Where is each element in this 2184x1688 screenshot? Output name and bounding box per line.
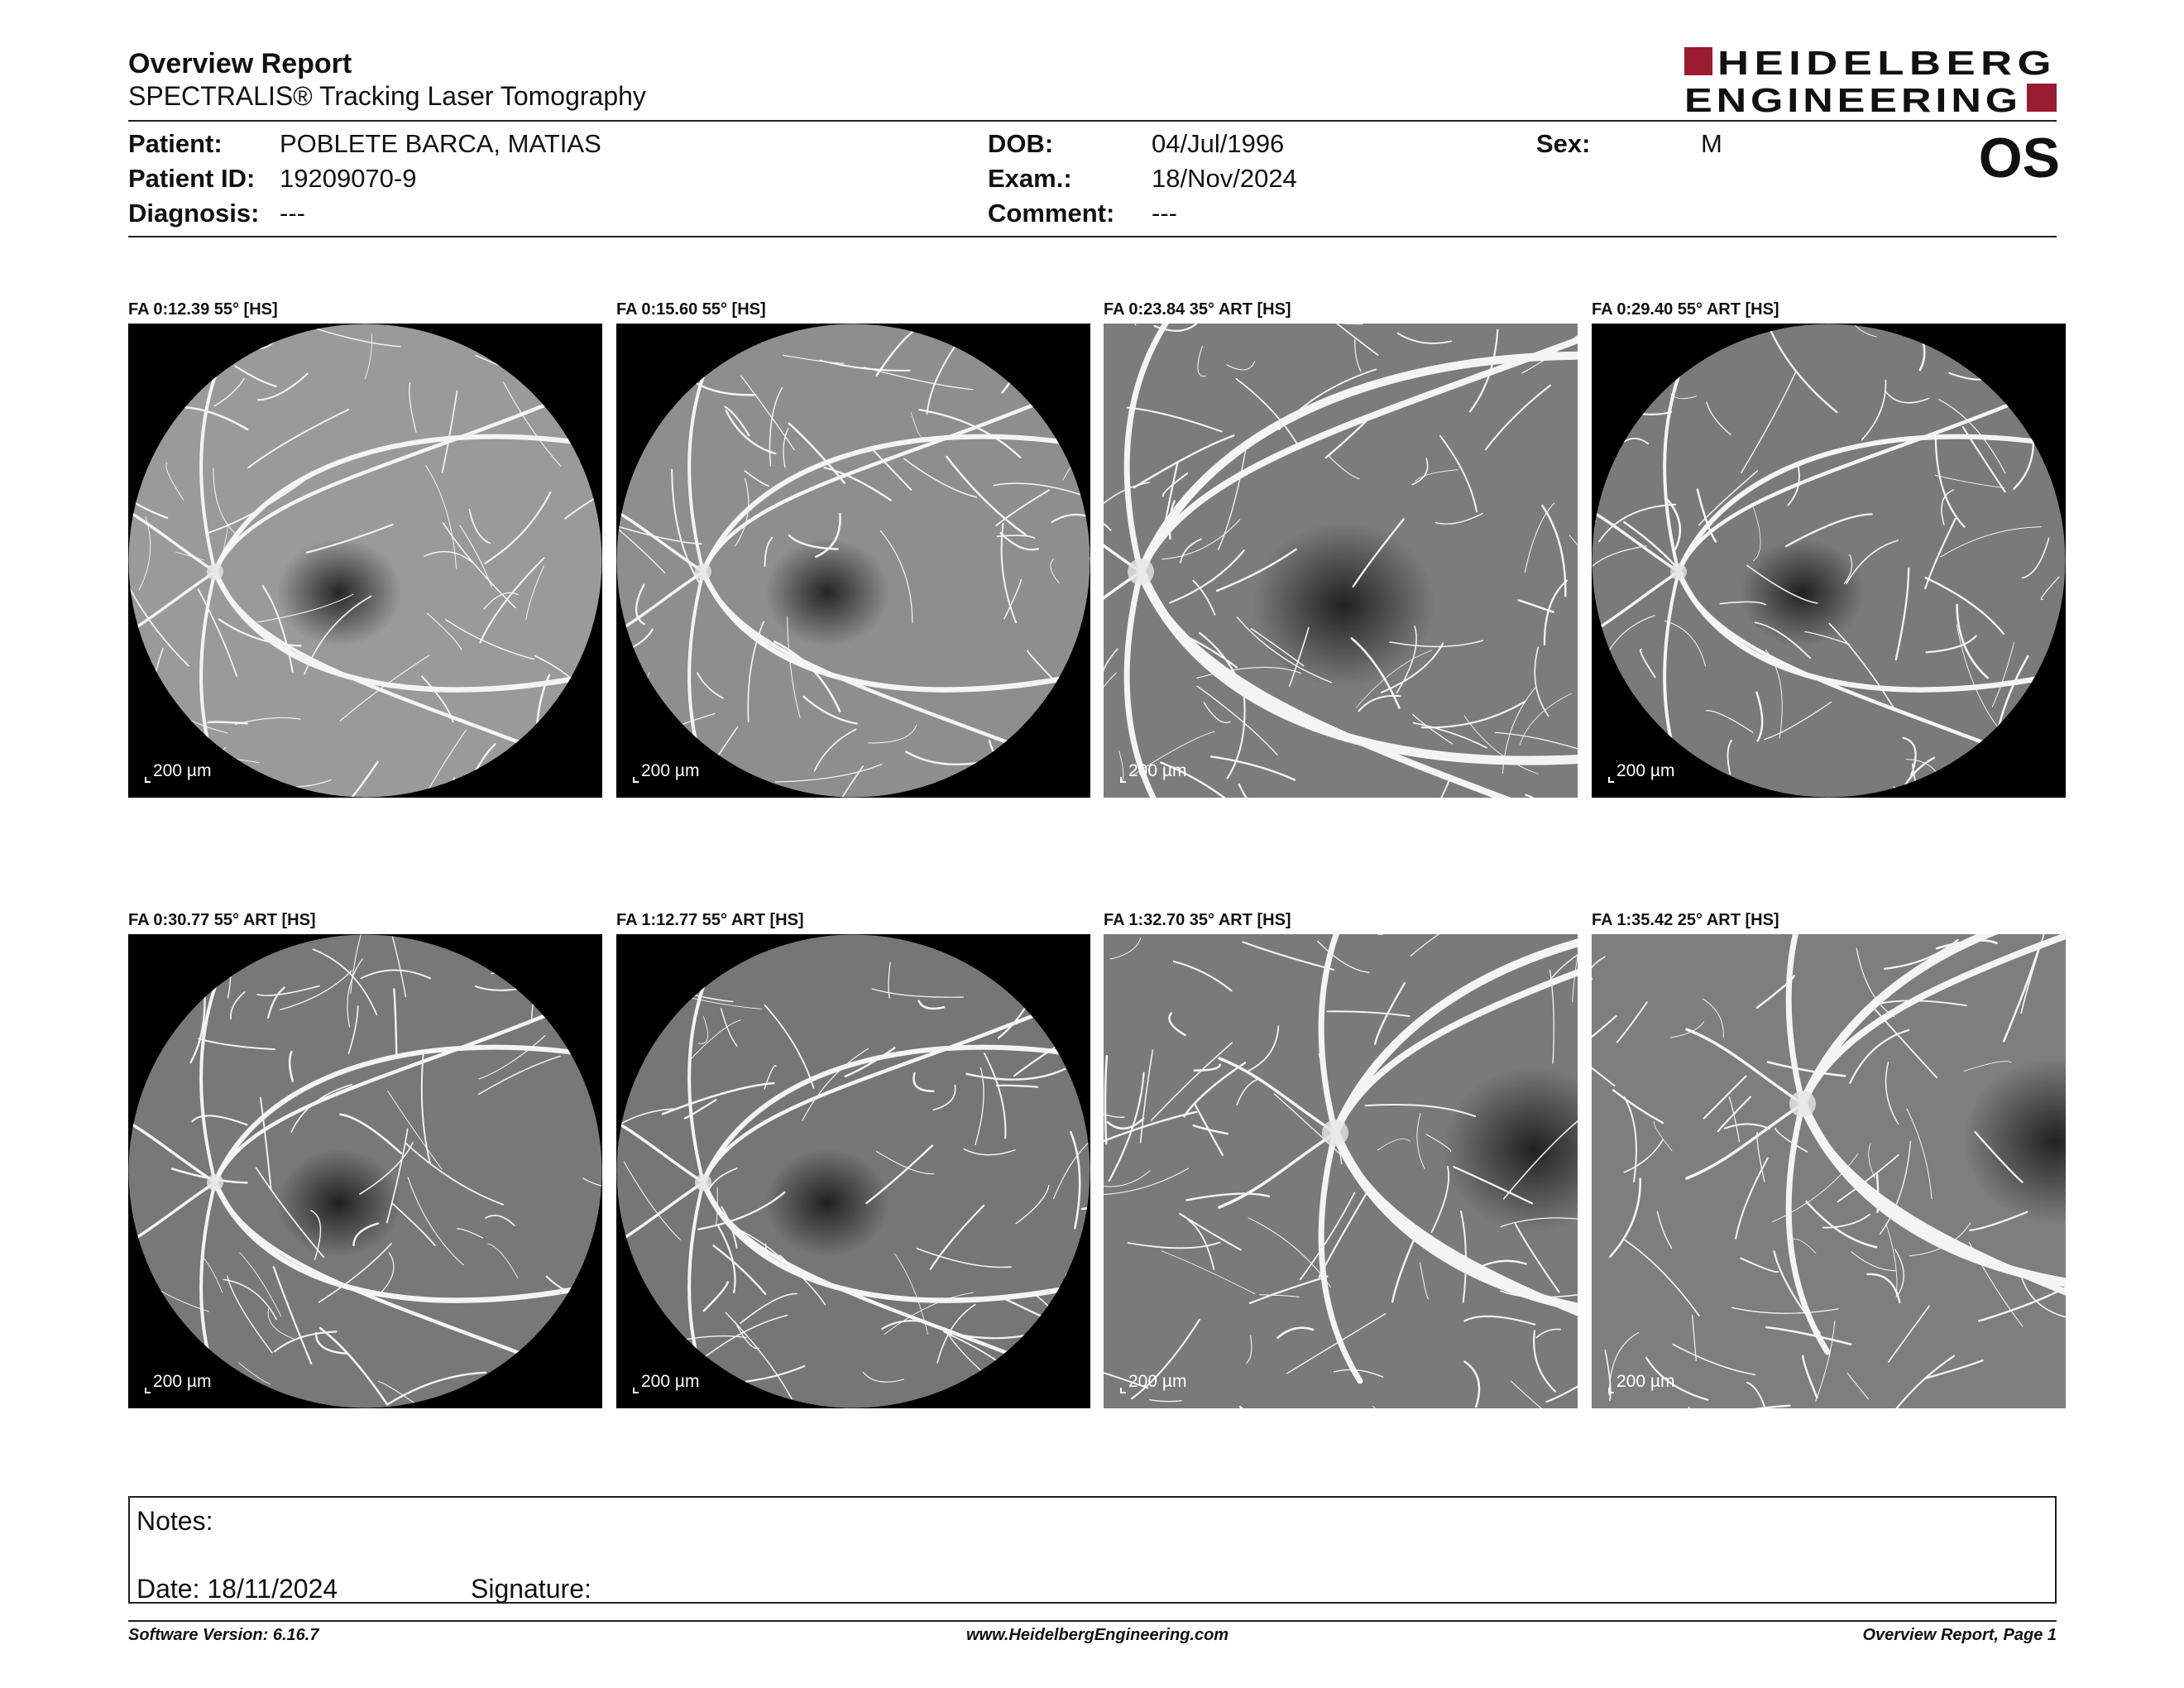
scale-bar [145, 761, 211, 783]
angiogram-image[interactable] [616, 324, 1090, 798]
date-label: Date: 18/11/2024 [136, 1574, 338, 1604]
exam-value: 18/Nov/2024 [1152, 164, 1297, 193]
scale-tick-icon [1120, 777, 1126, 783]
svg-text:ENGINEERING: ENGINEERING [1684, 81, 2022, 117]
website-link[interactable]: www.HeidelbergEngineering.com [966, 1626, 1229, 1644]
header-top-rule [128, 120, 2057, 122]
sex-value: M [1701, 129, 1722, 158]
scale-label: 200 µm [1616, 761, 1675, 780]
svg-text:HEIDELBERG: HEIDELBERG [1717, 46, 2057, 82]
scale-tick-icon [633, 1388, 639, 1393]
scale-bar [145, 1372, 211, 1393]
scale-tick-icon [145, 777, 151, 783]
image-caption: FA 0:12.39 55° [HS] [128, 300, 278, 319]
scale-tick-icon [1608, 1388, 1614, 1393]
scale-label: 200 µm [153, 761, 212, 780]
footer-rule [128, 1620, 2057, 1622]
scale-tick-icon [633, 777, 639, 783]
scale-label: 200 µm [1128, 1372, 1187, 1391]
image-caption: FA 0:29.40 55° ART [HS] [1592, 300, 1779, 319]
scale-tick-icon [1608, 777, 1614, 783]
comment-label: Comment: [988, 199, 1115, 228]
scale-label: 200 µm [1128, 761, 1187, 780]
angiogram-image[interactable] [1104, 934, 1578, 1408]
fundus-image-panel[interactable] [1104, 911, 1578, 1408]
image-caption: FA 0:23.84 35° ART [HS] [1104, 300, 1291, 319]
patient-label: Patient: [128, 129, 223, 158]
image-caption: FA 0:30.77 55° ART [HS] [128, 911, 316, 929]
angiogram-image[interactable] [1104, 324, 1578, 798]
scale-bar [633, 1372, 699, 1393]
fundus-image-panel[interactable] [128, 911, 602, 1408]
scale-bar [1120, 761, 1186, 783]
comment-value: --- [1152, 199, 1177, 228]
report-subtitle: SPECTRALIS® Tracking Laser Tomography [128, 81, 646, 111]
scale-bar [633, 761, 699, 783]
heidelberg-logo [1684, 46, 2058, 117]
page-number: Overview Report, Page 1 [1862, 1626, 2057, 1644]
angiogram-image[interactable] [616, 934, 1090, 1408]
fundus-image-panel[interactable] [128, 300, 602, 798]
signature-label: Signature: [471, 1574, 592, 1604]
scale-bar [1608, 761, 1674, 783]
scale-bar [1608, 1372, 1674, 1393]
angiogram-image[interactable] [1592, 934, 2066, 1408]
fundus-image-panel[interactable] [616, 911, 1090, 1408]
scale-tick-icon [1120, 1388, 1126, 1393]
eye-laterality: OS [1978, 127, 2060, 189]
scale-label: 200 µm [641, 1372, 700, 1391]
scale-label: 200 µm [641, 761, 700, 780]
sex-label: Sex: [1536, 129, 1591, 158]
scale-label: 200 µm [153, 1372, 212, 1391]
image-caption: FA 1:32.70 35° ART [HS] [1104, 911, 1291, 929]
fundus-image-panel[interactable] [1592, 300, 2066, 798]
image-caption: FA 1:12.77 55° ART [HS] [616, 911, 804, 929]
image-caption: FA 1:35.42 25° ART [HS] [1592, 911, 1779, 929]
diagnosis-value: --- [280, 199, 305, 228]
scale-tick-icon [145, 1388, 151, 1393]
angiogram-image[interactable] [128, 934, 602, 1408]
dob-value: 04/Jul/1996 [1152, 129, 1285, 158]
scale-bar [1120, 1372, 1186, 1393]
exam-label: Exam.: [988, 164, 1072, 193]
patient-id-value: 19209070-9 [280, 164, 417, 193]
diagnosis-label: Diagnosis: [128, 199, 260, 228]
header-bottom-rule [128, 236, 2057, 237]
scale-label: 200 µm [1616, 1372, 1675, 1391]
angiogram-image[interactable] [128, 324, 602, 798]
patient-id-label: Patient ID: [128, 164, 256, 193]
image-caption: FA 0:15.60 55° [HS] [616, 300, 766, 319]
patient-name: POBLETE BARCA, MATIAS [280, 129, 601, 158]
fundus-image-panel[interactable] [1592, 911, 2066, 1408]
dob-label: DOB: [988, 129, 1054, 158]
fundus-image-panel[interactable] [1104, 300, 1578, 798]
fundus-image-panel[interactable] [616, 300, 1090, 798]
report-title: Overview Report [128, 48, 352, 79]
angiogram-image[interactable] [1592, 324, 2066, 798]
notes-label: Notes: [136, 1506, 213, 1536]
software-version: Software Version: 6.16.7 [128, 1626, 319, 1644]
notes-box [128, 1496, 2057, 1604]
